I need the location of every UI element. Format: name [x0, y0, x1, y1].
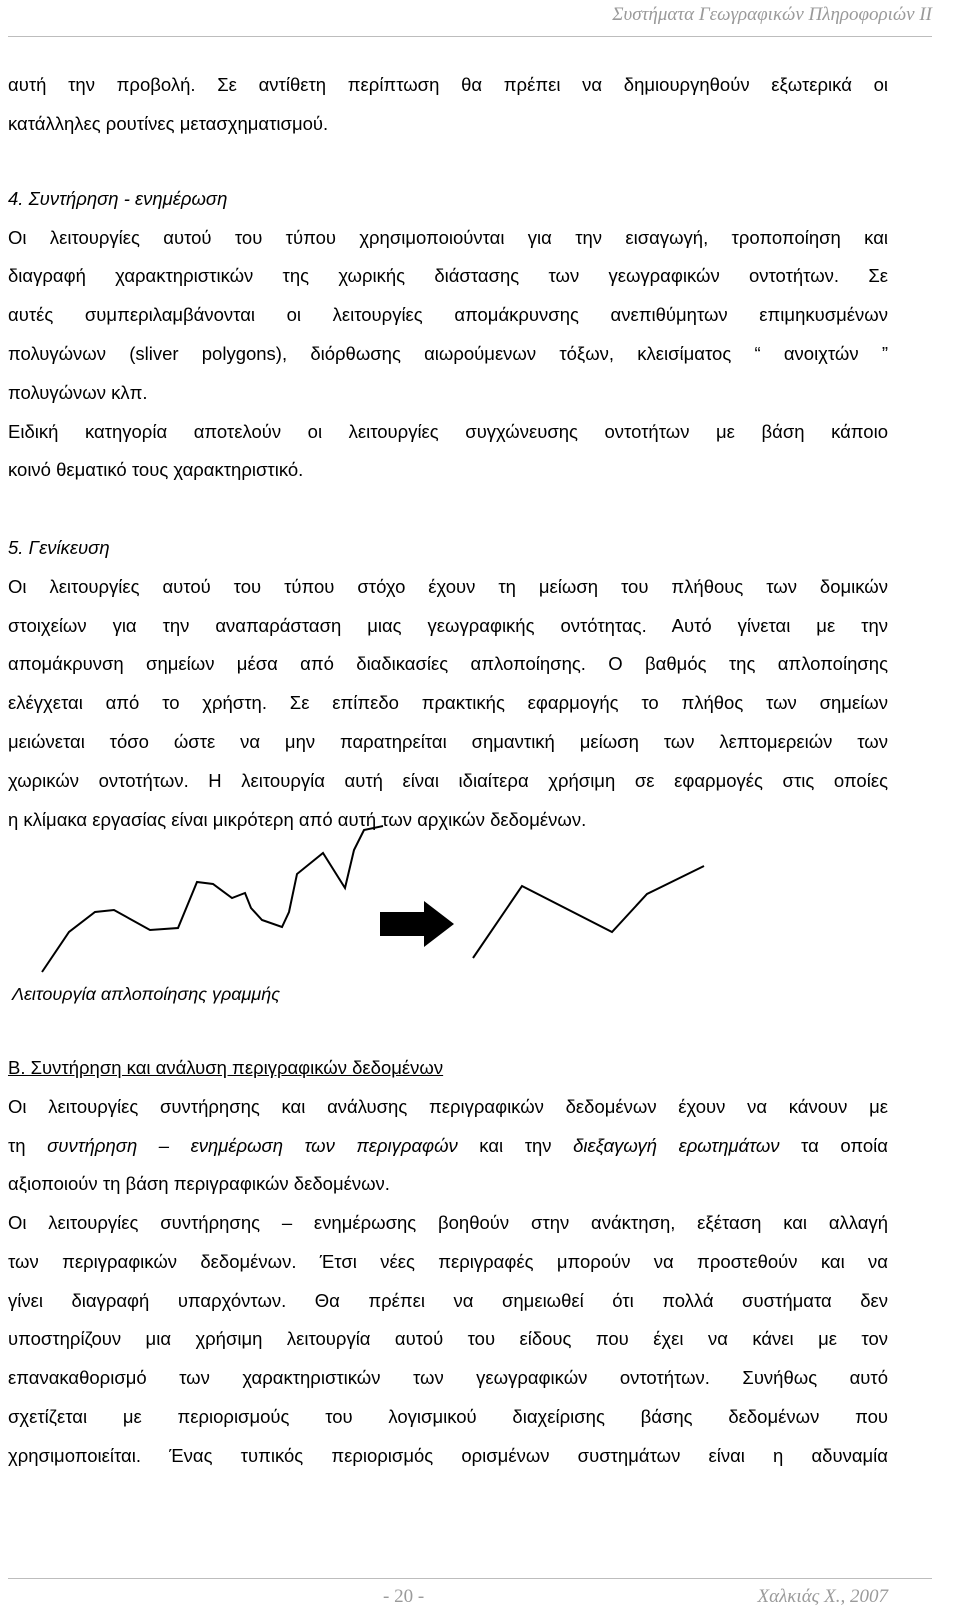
footer-divider [8, 1578, 932, 1579]
text-line: πολυγώνων κλπ. [8, 382, 148, 403]
text-line-mixed [8, 1134, 888, 1158]
text-line: διαγραφή χαρακτηριστικών της χωρικής διάστασης των γεωγραφικών οντοτήτων. Σε [8, 265, 888, 286]
running-header: Συστήματα Γεωγραφικών Πληροφοριών ΙΙ [612, 4, 932, 25]
text-line: Οι λειτουργίες συντήρησης – ενημέρωσης βοηθούν στην ανάκτηση, εξέταση και αλλαγή [8, 1212, 888, 1233]
original-line [42, 826, 383, 972]
section-4-heading: 4. Συντήρηση - ενημέρωση [8, 188, 228, 209]
text-line: απομάκρυνση σημείων μέσα από διαδικασίες απλοποίησης. Ο βαθμός της απλοποίησης [8, 653, 888, 674]
text-line: χωρικών οντοτήτων. Η λειτουργία αυτή είναι ιδιαίτερα χρήσιμη σε εφαρμογές στις οποίες [8, 770, 888, 791]
figure-caption: Λειτουργία απλοποίησης γραμμής [12, 984, 281, 1004]
italic-term: συντήρηση – ενημέρωση των περιγραφών [47, 1135, 458, 1156]
text-line: σχετίζεται με περιορισμούς του λογισμικού διαχείρισης βάσης δεδομένων που [8, 1406, 888, 1427]
text-line: πολυγώνων (sliver polygons), διόρθωσης αιωρούμενων τόξων, κλεισίματος “ ανοιχτών ” [8, 343, 888, 364]
page-number: - 20 - [383, 1586, 425, 1607]
text-line: ελέγχεται από το χρήστη. Σε επίπεδο πρακτικής εφαρμογής το πλήθος των σημείων [8, 692, 888, 713]
arrow-icon [380, 901, 454, 947]
section-5-heading: 5. Γενίκευση [8, 537, 110, 558]
text-line: Οι λειτουργίες αυτού του τύπου χρησιμοποιούνται για την εισαγωγή, τροποποίηση και [8, 227, 888, 248]
text-line: υποστηρίζουν μια χρήσιμη λειτουργία αυτού του είδους που έχει να κάνει με τον [8, 1328, 888, 1349]
text-line: στοιχείων για την αναπαράσταση μιας γεωγραφικής οντότητας. Αυτό γίνεται με την [8, 615, 888, 636]
text-line: αξιοποιούν τη βάση περιγραφικών δεδομένων. [8, 1173, 390, 1194]
section-b-heading: Β. Συντήρηση και ανάλυση περιγραφικών δεδομένων [8, 1057, 444, 1078]
text-line: Οι λειτουργίες συντήρησης και ανάλυσης περιγραφικών δεδομένων έχουν να κάνουν με [8, 1096, 888, 1117]
text-line: χρησιμοποιείται. Ένας τυπικός περιορισμός ορισμένων συστημάτων είναι η αδυναμία [8, 1445, 888, 1466]
text-span: και την [457, 1135, 574, 1156]
simplified-line [473, 866, 704, 958]
text-line: των περιγραφικών δεδομένων. Έτσι νέες περιγραφές μπορούν να προστεθούν και να [8, 1251, 888, 1272]
text-line: επανακαθορισμό των χαρακτηριστικών των γεωγραφικών οντοτήτων. Συνήθως αυτό [8, 1367, 888, 1388]
text-line: Οι λειτουργίες αυτού του τύπου στόχο έχουν τη μείωση του πλήθους των δομικών [8, 576, 888, 597]
text-line: κατάλληλες ρουτίνες μετασχηματισμού. [8, 113, 329, 134]
footer-author: Χαλκιάς Χ., 2007 [757, 1586, 888, 1607]
text-line: η κλίμακα εργασίας είναι μικρότερη από αυτή των αρχικών δεδομένων. [8, 809, 587, 830]
text-line: Ειδική κατηγορία αποτελούν οι λειτουργίες συγχώνευσης οντοτήτων με βάση κάποιο [8, 421, 888, 442]
text-span: τη [8, 1135, 48, 1156]
text-line: κοινό θεματικό τους χαρακτηριστικό. [8, 459, 304, 480]
text-line: αυτή την προβολή. Σε αντίθετη περίπτωση θα πρέπει να δημιουργηθούν εξωτερικά οι [8, 74, 888, 95]
text-line: γίνει διαγραφή υπαρχόντων. Θα πρέπει να σημειωθεί ότι πολλά συστήματα δεν [8, 1290, 888, 1311]
text-span: τα οποία [779, 1135, 888, 1156]
text-line: μειώνεται τόσο ώστε να μην παρατηρείται σημαντική μείωση των λεπτομερειών των [8, 731, 888, 752]
text-line: αυτές συμπεριλαμβάνονται οι λειτουργίες απομάκρυνσης ανεπιθύμητων επιμηκυσμένων [8, 304, 888, 325]
italic-term: διεξαγωγή ερωτημάτων [573, 1135, 780, 1156]
